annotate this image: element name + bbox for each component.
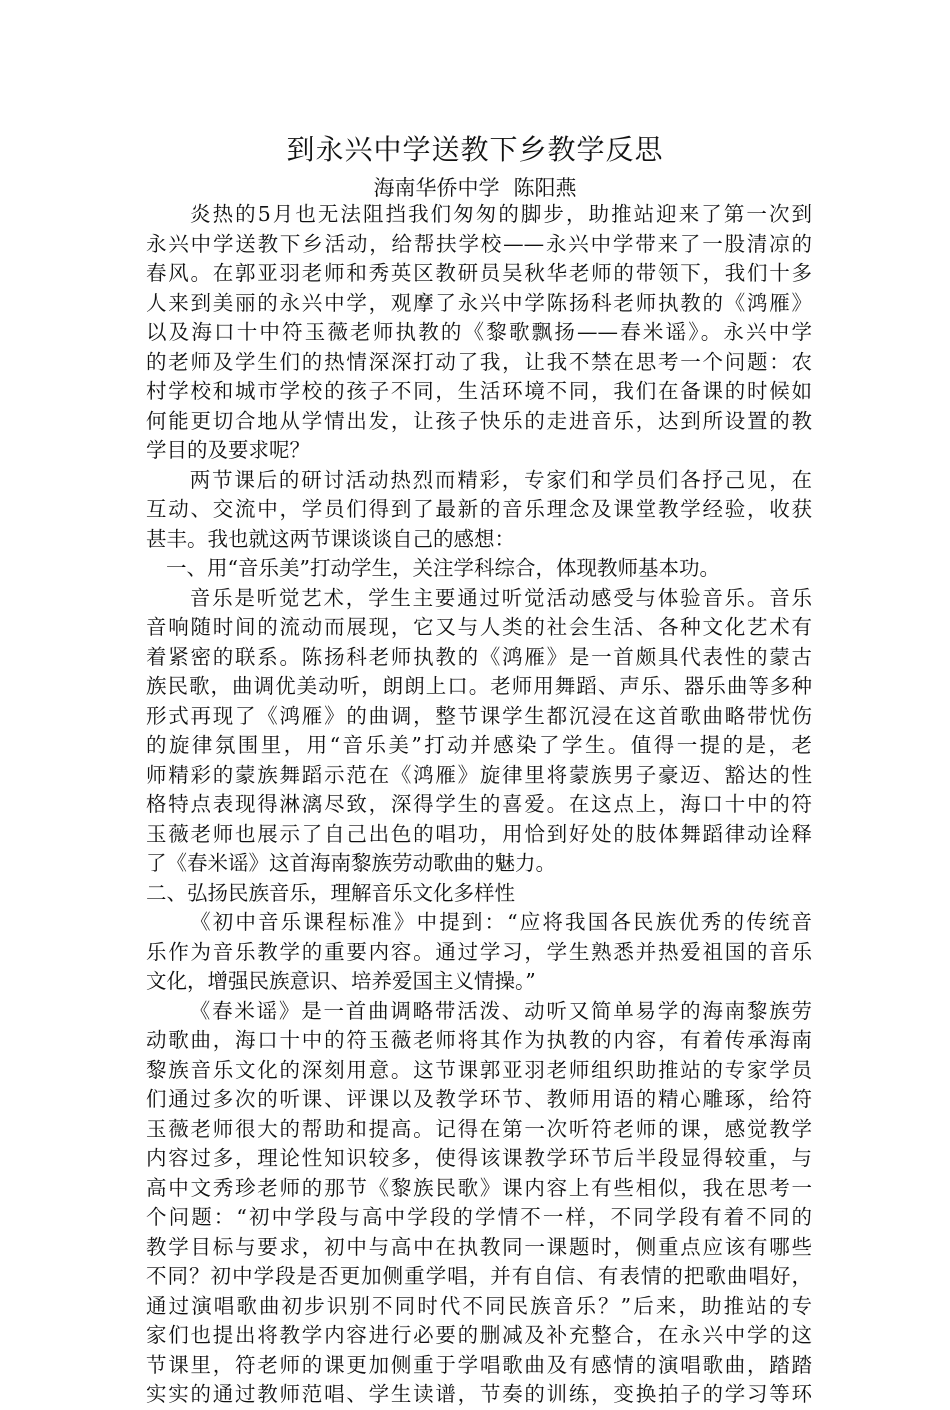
- line-text: 以及海口十中符玉薇老师执教的《黎歌飘扬——春米谣》。永兴中学: [146, 320, 812, 344]
- text-line: [146, 584, 812, 614]
- text-line: [146, 731, 812, 761]
- text-line: [146, 525, 812, 555]
- line-text: 个问题：“初中学段与高中学段的学情不一样，不同学段有着不同的: [146, 1205, 812, 1229]
- text-line: [146, 200, 812, 230]
- line-text: 格特点表现得淋漓尽致，深得学生的喜爱。在这点上，海口十中的符: [146, 792, 812, 816]
- text-line: [146, 1380, 812, 1410]
- text-line: [146, 702, 812, 732]
- text-line: [146, 1203, 812, 1233]
- text-line: [146, 643, 812, 673]
- text-line: [146, 259, 812, 289]
- text-line: [146, 879, 812, 909]
- line-text: 师精彩的蒙族舞蹈示范在《鸿雁》旋律里将蒙族男子豪迈、豁达的性: [146, 762, 812, 787]
- line-text: 通过演唱歌曲初步识别不同时代不同民族音乐？”后来，助推站的专: [146, 1293, 812, 1318]
- document-title: 到永兴中学送教下乡教学反思: [286, 133, 664, 166]
- text-line: [146, 820, 812, 850]
- line-text: 人来到美丽的永兴中学，观摩了永兴中学陈扬科老师执教的《鸿雁》: [146, 290, 812, 315]
- text-line: [146, 1115, 812, 1145]
- line-text: 不同？初中学段是否更加侧重学唱，并有自信、有表情的把歌曲唱好，: [146, 1264, 812, 1288]
- author-school: 海南华侨中学: [373, 176, 500, 200]
- line-text: 两节课后的研讨活动热烈而精彩，专家们和学员们各抒己见，在: [188, 467, 812, 492]
- line-text: 的老师及学生们的热情深深打动了我，让我不禁在思考一个问题：农: [146, 349, 812, 374]
- text-line: [146, 938, 812, 968]
- text-line: [146, 1292, 812, 1322]
- text-line: [146, 289, 812, 319]
- line-text: 春风。在郭亚羽老师和秀英区教研员吴秋华老师的带领下，我们十多: [146, 261, 812, 285]
- section-heading: [146, 554, 812, 584]
- line-text: 玉薇老师很大的帮助和提高。记得在第一次听符老师的课，感觉教学: [146, 1116, 812, 1141]
- text-line: [146, 348, 812, 378]
- document-author: [0, 173, 950, 203]
- line-text: 了《春米谣》这首海南黎族劳动歌曲的魅力。: [146, 851, 556, 875]
- line-text: 学目的及要求呢？: [146, 438, 310, 462]
- text-line: [146, 436, 812, 466]
- line-text: 族民歌，曲调优美动听，朗朗上口。老师用舞蹈、声乐、器乐曲等多种: [146, 674, 812, 698]
- line-text: 音乐是听觉艺术，学生主要通过听觉活动感受与体验音乐。音乐: [188, 585, 812, 610]
- text-line: [146, 1144, 812, 1174]
- text-line: [146, 495, 812, 525]
- line-text: 文化，增强民族意识、培养爱国主义情操。”: [146, 969, 536, 993]
- line-text: 甚丰。我也就这两节课谈谈自己的感想：: [146, 526, 515, 551]
- text-line: [146, 1233, 812, 1263]
- line-text: 《春米谣》是一首曲调略带活泼、动听又简单易学的海南黎族劳: [188, 998, 812, 1023]
- text-line: [146, 761, 812, 791]
- line-text: 玉薇老师也展示了自己出色的唱功，用恰到好处的肢体舞蹈律动诠释: [146, 821, 812, 846]
- line-text: 二、弘扬民族音乐，理解音乐文化多样性: [146, 880, 515, 905]
- text-line: [146, 1056, 812, 1086]
- line-text: 炎热的5月也无法阻挡我们匆匆的脚步，助推站迎来了第一次到: [188, 202, 812, 226]
- text-line: [146, 377, 812, 407]
- text-line: [146, 967, 812, 997]
- text-line: [146, 613, 812, 643]
- line-text: 节课里，符老师的课更加侧重于学唱歌曲及有感情的演唱歌曲，踏踏: [146, 1352, 812, 1377]
- text-line: [146, 1026, 812, 1056]
- line-text: 高中文秀珍老师的那节《黎族民歌》课内容上有些相似，我在思考一: [146, 1175, 812, 1200]
- line-text: 实实的通过教师范唱、学生读谱，节奏的训练，变换拍子的学习等环: [146, 1382, 812, 1406]
- text-line: [146, 318, 812, 348]
- text-line: [146, 230, 812, 260]
- text-line: [146, 672, 812, 702]
- line-text: 们通过多次的听课、评课以及教学环节、教师用语的精心雕琢，给符: [146, 1087, 812, 1111]
- document-body: [146, 200, 812, 1410]
- text-line: [146, 1321, 812, 1351]
- text-line: [146, 1085, 812, 1115]
- text-line: [146, 790, 812, 820]
- line-text: 互动、交流中，学员们得到了最新的音乐理念及课堂教学经验，收获: [146, 497, 812, 521]
- author-name: 陈阳燕: [513, 176, 577, 200]
- text-line: [146, 908, 812, 938]
- line-text: 家们也提出将教学内容进行必要的删减及补充整合，在永兴中学的这: [146, 1323, 812, 1347]
- text-line: [146, 849, 812, 879]
- line-text: 一、用“音乐美”打动学生，关注学科综合，体现教师基本功。: [166, 556, 720, 580]
- line-text: 形式再现了《鸿雁》的曲调，整节课学生都沉浸在这首歌曲略带忧伤: [146, 703, 812, 728]
- line-text: 内容过多，理论性知识较多，使得该课教学环节后半段显得较重，与: [146, 1146, 812, 1170]
- line-text: 音响随时间的流动而展现，它又与人类的社会生活、各种文化艺术有: [146, 615, 812, 639]
- text-line: [146, 1262, 812, 1292]
- line-text: 动歌曲，海口十中的符玉薇老师将其作为执教的内容，有着传承海南: [146, 1028, 812, 1052]
- line-text: 黎族音乐文化的深刻用意。这节课郭亚羽老师组织助推站的专家学员: [146, 1057, 812, 1082]
- line-text: 教学目标与要求，初中与高中在执教同一课题时，侧重点应该有哪些: [146, 1234, 812, 1259]
- line-text: 何能更切合地从学情出发，让孩子快乐的走进音乐，达到所设置的教: [146, 408, 812, 433]
- text-line: [146, 1174, 812, 1204]
- line-text: 《初中音乐课程标准》中提到：“应将我国各民族优秀的传统音: [188, 910, 812, 934]
- text-line: [146, 407, 812, 437]
- text-line: [146, 466, 812, 496]
- text-line: [146, 1351, 812, 1381]
- text-line: [146, 997, 812, 1027]
- line-text: 村学校和城市学校的孩子不同，生活环境不同，我们在备课的时候如: [146, 379, 812, 403]
- line-text: 永兴中学送教下乡活动，给帮扶学校——永兴中学带来了一股清凉的: [146, 231, 812, 256]
- line-text: 着紧密的联系。陈扬科老师执教的《鸿雁》是一首颇具代表性的蒙古: [146, 644, 812, 669]
- line-text: 的旋律氛围里，用“音乐美”打动并感染了学生。值得一提的是，老: [146, 733, 812, 757]
- line-text: 乐作为音乐教学的重要内容。通过学习，学生熟悉并热爱祖国的音乐: [146, 939, 812, 964]
